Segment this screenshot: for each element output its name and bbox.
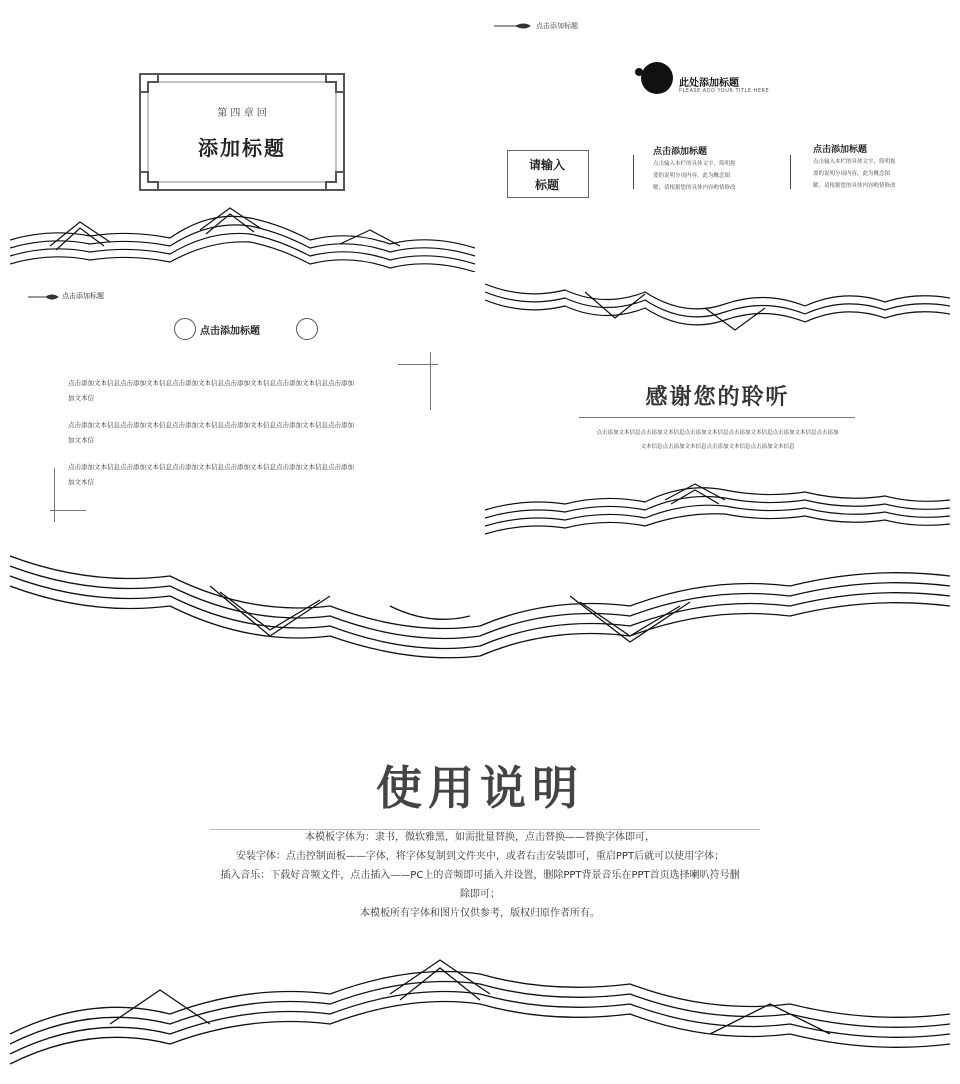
corner-line-tr-v	[430, 352, 431, 410]
paragraph-line: 点击添加文本信息点击添加文本信息点击添加文本信息点击添加文本信息点击添加文本信息点击添加	[68, 379, 354, 387]
corner-line-bl-v	[54, 468, 55, 522]
corner-line-bl-h	[50, 510, 86, 511]
text-paragraph-1	[68, 376, 408, 406]
slide-thanks	[485, 278, 950, 540]
column-2-text	[813, 156, 943, 192]
ink-title: 此处添加标题	[679, 78, 739, 89]
column-2-line: 点击输入本栏的具体文字，简明扼	[813, 159, 896, 165]
instructions-line: 除即可；	[460, 889, 500, 900]
corner-line-tr-h	[398, 364, 438, 365]
thanks-line: 点击添加文本信息点击添加文本信息点击添加文本信息点击添加文本信息点击添加文本信息点击添加	[596, 430, 839, 436]
paragraph-line: 点击添加文本信息点击添加文本信息点击添加文本信息点击添加文本信息点击添加文本信息点击添加	[68, 421, 354, 429]
ornament-left-icon	[174, 318, 196, 340]
column-1-line: 点击输入本栏的具体文字，简明扼	[653, 161, 736, 167]
mountain-illustration	[10, 200, 475, 272]
title-box-line1: 请输入	[528, 158, 565, 172]
top-fish-mark	[494, 22, 534, 30]
ornament-right-icon	[296, 318, 318, 340]
slide-instructions	[10, 546, 950, 1074]
slide-text	[10, 282, 475, 540]
chapter-label: 第 四 章 回	[217, 108, 267, 119]
mountain-illustration-upper	[10, 546, 950, 666]
slide-chapter	[10, 60, 475, 272]
slide-columns	[485, 40, 950, 272]
thanks-line: 文本信息点击添加文本信息点击添加文本信息点击添加文本信息	[640, 444, 795, 450]
instructions-line: 本模板所有字体和图片仅供参考，版权归原作者所有。	[360, 908, 600, 919]
instructions-text	[160, 828, 800, 923]
slide3-title: 点击添加标题	[200, 326, 260, 337]
paragraph-line: 点击添加文本信息点击添加文本信息点击添加文本信息点击添加文本信息点击添加文本信息点击添加	[68, 463, 354, 471]
title-box-line2: 标题	[534, 178, 559, 192]
thanks-divider	[579, 417, 855, 418]
column-2-line: 解，请根据您的具体内容酌情修改	[813, 183, 896, 189]
mountain-illustration-lower	[10, 954, 950, 1074]
ink-splash-drop	[635, 68, 643, 76]
column-1-line: 解，请根据您的具体内容酌情修改	[653, 185, 736, 191]
fish-icon	[494, 22, 534, 30]
column-1-text	[653, 158, 793, 194]
instructions-line: 插入音乐：下载好音频文件，点击插入——PC上的音频即可插入并设置，删除PPT背景音乐在PPT首页选择喇叭符号删	[220, 870, 740, 881]
ink-subtitle: PLEASE ADD YOUR TITLE HERE	[679, 88, 770, 94]
column-1-heading: 点击添加标题	[653, 147, 708, 157]
paragraph-line: 加文本信	[68, 394, 94, 402]
fish-mark	[28, 293, 60, 301]
text-paragraph-2	[68, 418, 408, 448]
instructions-title: 使用说明	[376, 761, 584, 815]
mountain-illustration-top	[485, 278, 950, 338]
column-1-line: 要的说明分项内容，此为概念图	[653, 173, 731, 179]
column-divider-1	[633, 155, 634, 189]
instructions-line: 本模板字体为：隶书，微软雅黑，如需批量替换，点击替换——替换字体即可，	[305, 832, 655, 843]
paragraph-line: 加文本信	[68, 478, 94, 486]
ink-splash	[641, 62, 673, 94]
instructions-line: 安装字体：点击控制面板——字体，将字体复制到文件夹中，或者右击安装即可，重启PPT后就可以使用字体；	[235, 851, 725, 862]
thanks-text	[525, 426, 910, 454]
mountain-illustration-bottom	[485, 480, 950, 540]
header-label: 点击添加标题	[62, 292, 104, 300]
text-paragraph-3	[68, 460, 408, 490]
top-center-label: 点击添加标题	[536, 22, 578, 30]
column-2-heading: 点击添加标题	[813, 145, 868, 155]
thanks-title: 感谢您的聆听	[645, 384, 790, 410]
chapter-title: 添加标题	[198, 136, 286, 160]
fish-icon	[28, 293, 60, 301]
paragraph-line: 加文本信	[68, 436, 94, 444]
column-divider-2	[790, 155, 791, 189]
column-2-line: 要的说明分项内容，此为概念图	[813, 171, 891, 177]
